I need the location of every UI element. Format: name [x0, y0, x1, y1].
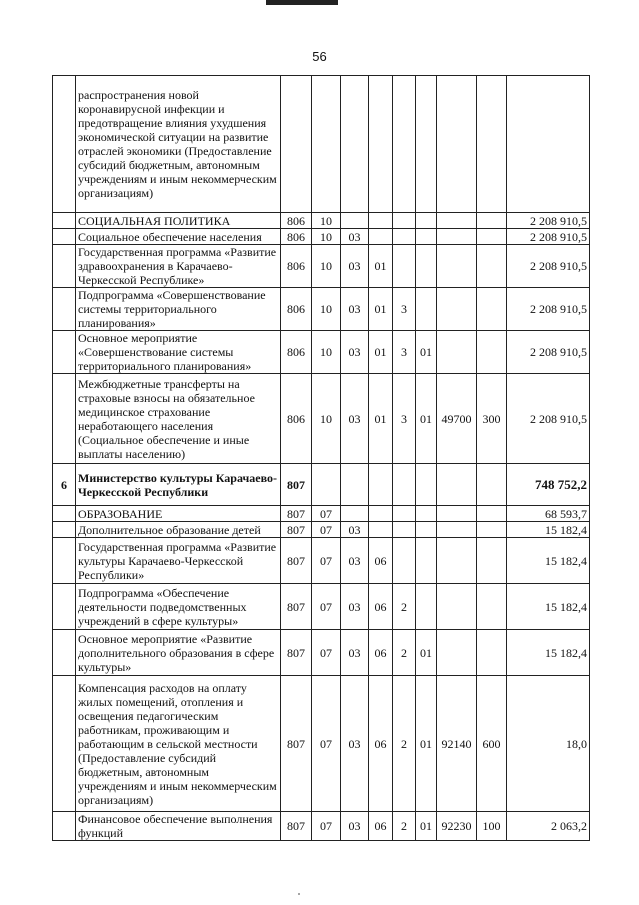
cell-name: распространения новой коронавирусной инфекции и предотвращение влияния ухудшения экономической ситуации на развитие отраслей экономики (Предоставление субсидий бюджетным, автономным учреждениям и иным некоммерческим организациям)	[76, 76, 281, 213]
cell-amount: 15 182,4	[507, 522, 590, 538]
cell-direction-code	[437, 213, 477, 229]
cell-ministry-code: 806	[281, 288, 312, 331]
table-row	[53, 76, 590, 213]
cell-number	[53, 245, 76, 288]
cell-subsection-code: 03	[341, 374, 369, 464]
top-edge-mark	[266, 0, 338, 5]
cell-program-code: 01	[369, 245, 393, 288]
cell-program-code	[369, 213, 393, 229]
cell-expense-type: 100	[477, 812, 507, 841]
cell-name: СОЦИАЛЬНАЯ ПОЛИТИКА	[76, 213, 281, 229]
table-row	[53, 331, 590, 374]
cell-program-code: 06	[369, 812, 393, 841]
cell-activity-code	[416, 213, 437, 229]
cell-name: Государственная программа «Развитие здравоохранения в Карачаево-Черкесской Республике»	[76, 245, 281, 288]
cell-amount: 18,0	[507, 676, 590, 812]
cell-section-code: 10	[312, 374, 341, 464]
table-body	[53, 76, 590, 841]
cell-name: Компенсация расходов на оплату жилых помещений, отопления и освещения педагогическим работникам, проживающим и работающим в сельской местности (Предоставление субсидий бюджетным, автономным учреждениям и иным некоммерческим организациям)	[76, 676, 281, 812]
cell-number	[53, 331, 76, 374]
cell-expense-type	[477, 331, 507, 374]
page-number: 56	[312, 49, 327, 64]
cell-subsection-code: 03	[341, 630, 369, 676]
cell-name: Социальное обеспечение населения	[76, 229, 281, 245]
cell-amount	[507, 76, 590, 213]
cell-section-code: 10	[312, 213, 341, 229]
cell-subprogram-code: 2	[393, 676, 416, 812]
cell-ministry-code: 807	[281, 464, 312, 506]
table-row	[53, 676, 590, 812]
cell-ministry-code: 807	[281, 676, 312, 812]
table-row	[53, 506, 590, 522]
cell-name: ОБРАЗОВАНИЕ	[76, 506, 281, 522]
table-row	[53, 538, 590, 584]
cell-program-code: 06	[369, 630, 393, 676]
cell-section-code: 07	[312, 676, 341, 812]
cell-name: Министерство культуры Карачаево-Черкесской Республики	[76, 464, 281, 506]
cell-name: Межбюджетные трансферты на страховые взносы на обязательное медицинское страхование неработающего населения (Социальное обеспечение и иные выплаты населению)	[76, 374, 281, 464]
cell-subsection-code: 03	[341, 584, 369, 630]
cell-number	[53, 374, 76, 464]
table-row	[53, 584, 590, 630]
cell-ministry-code: 806	[281, 331, 312, 374]
cell-activity-code	[416, 288, 437, 331]
cell-subsection-code: 03	[341, 522, 369, 538]
cell-name: Основное мероприятие «Развитие дополнительного образования в сфере культуры»	[76, 630, 281, 676]
cell-subsection-code: 03	[341, 229, 369, 245]
cell-ministry-code: 807	[281, 584, 312, 630]
cell-activity-code: 01	[416, 374, 437, 464]
cell-activity-code	[416, 506, 437, 522]
cell-subsection-code: 03	[341, 331, 369, 374]
cell-direction-code	[437, 522, 477, 538]
cell-number	[53, 812, 76, 841]
cell-direction-code	[437, 76, 477, 213]
table-row	[53, 229, 590, 245]
budget-table	[52, 75, 590, 841]
cell-subsection-code	[341, 464, 369, 506]
cell-amount: 2 208 910,5	[507, 213, 590, 229]
cell-number: 6	[53, 464, 76, 506]
cell-subprogram-code: 2	[393, 584, 416, 630]
cell-subprogram-code: 3	[393, 331, 416, 374]
cell-expense-type	[477, 538, 507, 584]
cell-direction-code	[437, 584, 477, 630]
cell-number	[53, 584, 76, 630]
cell-subsection-code	[341, 76, 369, 213]
cell-number	[53, 213, 76, 229]
cell-subsection-code	[341, 506, 369, 522]
cell-number	[53, 522, 76, 538]
table-row	[53, 213, 590, 229]
cell-direction-code	[437, 229, 477, 245]
cell-direction-code	[437, 538, 477, 584]
cell-program-code: 06	[369, 538, 393, 584]
cell-ministry-code: 807	[281, 522, 312, 538]
cell-program-code: 06	[369, 676, 393, 812]
cell-direction-code	[437, 288, 477, 331]
cell-name: Дополнительное образование детей	[76, 522, 281, 538]
cell-amount: 2 208 910,5	[507, 374, 590, 464]
cell-expense-type: 600	[477, 676, 507, 812]
cell-activity-code	[416, 522, 437, 538]
cell-expense-type	[477, 584, 507, 630]
scan-speck	[298, 893, 300, 895]
cell-program-code	[369, 464, 393, 506]
cell-amount: 68 593,7	[507, 506, 590, 522]
cell-amount: 2 063,2	[507, 812, 590, 841]
cell-expense-type	[477, 630, 507, 676]
cell-name: Подпрограмма «Обеспечение деятельности подведомственных учреждений в сфере культуры»	[76, 584, 281, 630]
cell-expense-type	[477, 245, 507, 288]
cell-expense-type	[477, 76, 507, 213]
cell-activity-code	[416, 245, 437, 288]
cell-expense-type	[477, 213, 507, 229]
cell-number	[53, 229, 76, 245]
cell-number	[53, 506, 76, 522]
cell-number	[53, 676, 76, 812]
cell-program-code	[369, 522, 393, 538]
cell-subsection-code: 03	[341, 245, 369, 288]
cell-program-code: 01	[369, 288, 393, 331]
cell-ministry-code: 806	[281, 213, 312, 229]
table-row	[53, 374, 590, 464]
cell-section-code: 07	[312, 506, 341, 522]
cell-name: Финансовое обеспечение выполнения функций	[76, 812, 281, 841]
cell-subprogram-code: 2	[393, 812, 416, 841]
cell-number	[53, 630, 76, 676]
cell-direction-code	[437, 464, 477, 506]
cell-section-code: 07	[312, 538, 341, 584]
cell-amount: 2 208 910,5	[507, 245, 590, 288]
cell-ministry-code: 806	[281, 229, 312, 245]
cell-direction-code	[437, 331, 477, 374]
cell-activity-code	[416, 229, 437, 245]
cell-program-code: 01	[369, 331, 393, 374]
cell-activity-code	[416, 76, 437, 213]
cell-number	[53, 76, 76, 213]
cell-ministry-code: 806	[281, 374, 312, 464]
cell-amount: 15 182,4	[507, 538, 590, 584]
cell-subprogram-code	[393, 506, 416, 522]
cell-direction-code	[437, 245, 477, 288]
cell-subsection-code	[341, 213, 369, 229]
cell-subsection-code: 03	[341, 288, 369, 331]
cell-direction-code	[437, 630, 477, 676]
cell-ministry-code: 806	[281, 245, 312, 288]
cell-number	[53, 288, 76, 331]
table-row	[53, 522, 590, 538]
cell-program-code	[369, 76, 393, 213]
cell-subprogram-code	[393, 245, 416, 288]
cell-expense-type	[477, 522, 507, 538]
cell-subprogram-code	[393, 213, 416, 229]
table-row	[53, 464, 590, 506]
cell-activity-code: 01	[416, 630, 437, 676]
cell-section-code: 07	[312, 812, 341, 841]
table-row	[53, 288, 590, 331]
cell-program-code: 06	[369, 584, 393, 630]
cell-amount: 2 208 910,5	[507, 331, 590, 374]
cell-direction-code: 49700	[437, 374, 477, 464]
cell-ministry-code: 807	[281, 506, 312, 522]
cell-name: Основное мероприятие «Совершенствование системы территориального планирования»	[76, 331, 281, 374]
cell-expense-type: 300	[477, 374, 507, 464]
cell-section-code	[312, 76, 341, 213]
cell-section-code	[312, 464, 341, 506]
cell-amount: 748 752,2	[507, 464, 590, 506]
cell-expense-type	[477, 288, 507, 331]
cell-activity-code: 01	[416, 812, 437, 841]
cell-subprogram-code	[393, 76, 416, 213]
cell-number	[53, 538, 76, 584]
cell-subprogram-code	[393, 538, 416, 584]
cell-ministry-code	[281, 76, 312, 213]
cell-direction-code	[437, 506, 477, 522]
cell-program-code: 01	[369, 374, 393, 464]
cell-section-code: 10	[312, 229, 341, 245]
cell-subprogram-code	[393, 229, 416, 245]
cell-activity-code	[416, 584, 437, 630]
cell-subsection-code: 03	[341, 538, 369, 584]
table-row	[53, 245, 590, 288]
cell-ministry-code: 807	[281, 812, 312, 841]
cell-direction-code: 92140	[437, 676, 477, 812]
cell-amount: 15 182,4	[507, 584, 590, 630]
cell-ministry-code: 807	[281, 538, 312, 584]
cell-amount: 15 182,4	[507, 630, 590, 676]
table-row	[53, 812, 590, 841]
cell-section-code: 10	[312, 245, 341, 288]
cell-section-code: 10	[312, 331, 341, 374]
cell-section-code: 07	[312, 584, 341, 630]
cell-activity-code: 01	[416, 331, 437, 374]
cell-expense-type	[477, 229, 507, 245]
cell-subprogram-code	[393, 522, 416, 538]
cell-subprogram-code	[393, 464, 416, 506]
cell-expense-type	[477, 506, 507, 522]
cell-subprogram-code: 2	[393, 630, 416, 676]
cell-amount: 2 208 910,5	[507, 229, 590, 245]
cell-program-code	[369, 229, 393, 245]
cell-subsection-code: 03	[341, 812, 369, 841]
cell-subprogram-code: 3	[393, 288, 416, 331]
cell-activity-code	[416, 464, 437, 506]
cell-direction-code: 92230	[437, 812, 477, 841]
cell-program-code	[369, 506, 393, 522]
cell-section-code: 07	[312, 630, 341, 676]
cell-section-code: 07	[312, 522, 341, 538]
table-row	[53, 630, 590, 676]
cell-name: Государственная программа «Развитие культуры Карачаево-Черкесской Республики»	[76, 538, 281, 584]
cell-expense-type	[477, 464, 507, 506]
cell-name: Подпрограмма «Совершенствование системы территориального планирования»	[76, 288, 281, 331]
cell-activity-code	[416, 538, 437, 584]
cell-section-code: 10	[312, 288, 341, 331]
cell-ministry-code: 807	[281, 630, 312, 676]
cell-subprogram-code: 3	[393, 374, 416, 464]
cell-activity-code: 01	[416, 676, 437, 812]
cell-subsection-code: 03	[341, 676, 369, 812]
cell-amount: 2 208 910,5	[507, 288, 590, 331]
